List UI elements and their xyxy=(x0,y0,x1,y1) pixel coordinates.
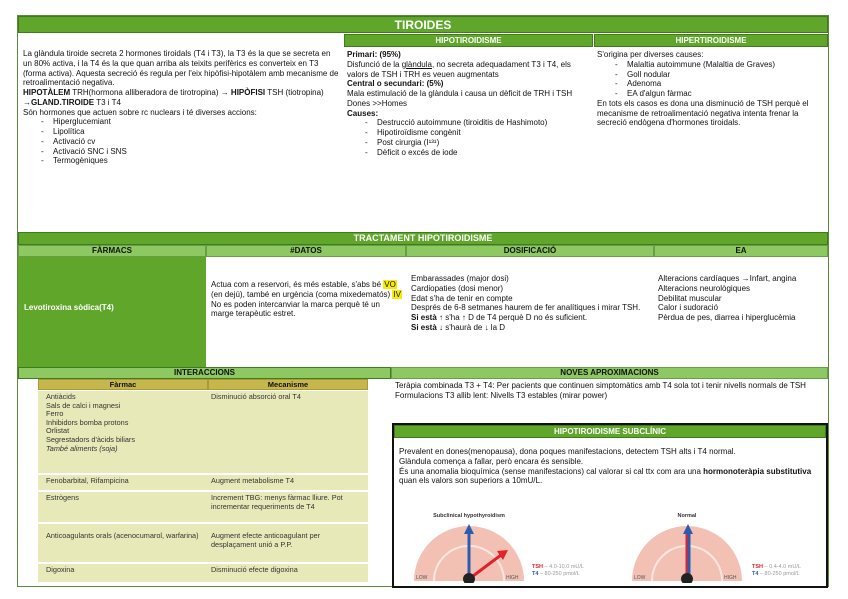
hipotalem-label: HIPOTÀLEM xyxy=(23,88,71,97)
int-drug: Ferro xyxy=(46,409,64,419)
noves-header: NOVES APROXIMACIONS xyxy=(391,367,828,379)
dos-line: Cardiopaties (dosi menor) xyxy=(411,283,504,293)
arrow-right-icon: → xyxy=(220,88,229,97)
ea-line: Alteracions cardíaques →Infart, angina xyxy=(658,274,797,283)
noves-line1: Teràpia combinada T3 + T4: Per pacients que continuen simptomàtics amb T4 sola tot i tenir nivells normals de TSH xyxy=(395,381,806,390)
intro-paragraph: La glàndula tiroide secreta 2 hormones tiroidals (T4 i T3), la T3 és la que se secreta en un 80% activa, i la T4 és la que quan arriba als teixits perifèrics es converteix en T3 (forma activa). Aquesta secreció és regula per l'eix hipòfisi-hipotàlem amb mecanisme de retroalimentació negativa. xyxy=(23,49,339,88)
hipotiroidisme-header: HIPOTIROIDISME xyxy=(344,34,593,47)
drug-name: Levotiroxina sòdica(T4) xyxy=(18,257,206,367)
dos-line: Edat s'ha de tenir en compte xyxy=(411,293,513,303)
dos-line: Embarassades (major dosi) xyxy=(411,274,509,283)
col-dosificacio: DOSIFICACIÓ xyxy=(406,245,654,257)
datos-c: No es poden intercanviar la marca perquè té un marge terapèutic estret. xyxy=(211,299,380,319)
arrow-right-icon: → xyxy=(23,97,31,107)
subclinic-p3-bold: hormonoteràpia substitutiva xyxy=(703,466,812,476)
interaccions-header: INTERACCIONS xyxy=(18,367,391,379)
list-item: - Dèficit o excés de iode xyxy=(365,148,590,158)
col-ea: EA xyxy=(654,245,828,257)
hipotalem-text: TRH(hormona alliberadora de tirotropina) xyxy=(70,88,221,97)
subclinic-p1: Prevalent en dones(menopausa), dona poques manifestacions, detectem TSH alts i T4 normal. xyxy=(399,447,736,456)
int-drug: Sals de calci i magnesi xyxy=(46,400,121,410)
noves-line2: Formulacions T3 allib lent: Nivells T3 estables (mirar power) xyxy=(395,390,608,400)
subclinic-p2: Glàndula comença a fallar, però encara és sensible. xyxy=(399,456,584,466)
hipertiroidisme-header: HIPERTIROIDISME xyxy=(594,34,828,47)
table-row xyxy=(38,391,368,473)
actions-intro: Són hormones que actuen sobre rc nuclears i té diverses accions: xyxy=(23,107,257,117)
dos-line: Després de 6-8 setmanes haurem de fer analítiques i mirar TSH. xyxy=(411,303,641,313)
list-item: - Hipotiroïdisme congènit xyxy=(365,128,590,138)
hipotiroidisme-content xyxy=(344,48,593,232)
actions-list xyxy=(23,117,339,166)
drug-dosificacio xyxy=(408,272,654,367)
tractament-header: TRACTAMENT HIPOTIROIDISME xyxy=(18,232,828,245)
intro-text xyxy=(20,47,342,232)
gauge-legend xyxy=(532,564,617,578)
int-drug: Fenobarbital, Rifampicina xyxy=(46,476,129,485)
datos-b: (en dejú), també en urgència (coma mixedematós) xyxy=(211,289,393,299)
primari-text-b: , no secreta adequadament T3 i T4, els valors de TSH i TRH es veuen augmentats xyxy=(347,59,571,79)
causes-label: Causes: xyxy=(347,108,379,118)
subclinic-p3 xyxy=(399,467,821,487)
int-drugs xyxy=(38,391,208,455)
drug-datos xyxy=(208,278,406,358)
int-drug: Anticoagulants orals (acenocumarol, warfarina) xyxy=(46,531,199,540)
datos-vo-highlight: VO xyxy=(384,280,396,289)
legend-t4 xyxy=(752,571,826,578)
table-row xyxy=(38,492,368,522)
gauge-dial xyxy=(409,521,529,583)
cheat-sheet xyxy=(17,15,829,587)
subclinic-text xyxy=(396,445,824,497)
interaccions-table xyxy=(38,379,368,587)
dos-si1-text: s'ha ↑ D de T4 perquè D no és suficient. xyxy=(443,313,588,322)
central-text: Mala estimulació de la glàndula i causa un dèficit de TRH i TSH xyxy=(347,89,573,98)
list-item: - EA d'algun fàrmac xyxy=(615,89,825,99)
int-mech: Augment efecte anticoagulant per desplaçament unió a P.P. xyxy=(211,531,321,549)
gauge-subclinical xyxy=(414,513,614,585)
dos-si1-label: Si està ↑ xyxy=(411,313,444,322)
noves-content xyxy=(392,379,828,419)
gauge-high: HIGH xyxy=(506,575,519,581)
ea-line: Pèrdua de pes, diarrea i hiperglucèmia xyxy=(658,313,796,322)
causes-list xyxy=(347,118,590,157)
legend-t4-value: – 80-250 pmol/L xyxy=(758,571,800,578)
col-farmacs: FÀRMACS xyxy=(18,245,206,257)
subclinic-p3-c: quan els valors son superiors a 10mU/L. xyxy=(399,476,543,486)
list-item: - Termogèniques xyxy=(41,156,339,166)
int-drug: Antiàcids xyxy=(46,392,76,401)
gauge-title: Normal xyxy=(677,513,697,519)
list-item: - Hiperglucemiant xyxy=(41,117,339,127)
legend-tsh xyxy=(532,564,617,571)
legend-tsh-value: – 4.0-10.0 mU/L xyxy=(543,564,584,570)
int-mech: Augment metabolisme T4 xyxy=(211,476,295,485)
int-mech: Disminució efecte digoxina xyxy=(211,565,298,574)
primari-label: Primari: (95%) xyxy=(347,50,401,59)
int-drug: Digoxina xyxy=(46,565,75,574)
hipofisi-label: HIPÒFISI xyxy=(228,88,266,97)
list-item: - Activació cv xyxy=(41,137,339,147)
list-item: - Destrucció autoimmune (tiroiditis de Hashimoto) xyxy=(365,118,590,128)
legend-tsh-value: – 0.4-4.0 mU/L xyxy=(763,564,801,570)
subclinic-p3-a: És una anomalia bioquímica (sense manifestacions) cal valorar si cal ttx com ara una xyxy=(399,466,704,476)
int-drug: Orlistat xyxy=(46,426,70,436)
central-label: Central o secundari: (5%) xyxy=(347,79,444,89)
int-col-mecanisme: Mecanisme xyxy=(208,379,368,390)
legend-t4-value: – 80-250 pmol/L xyxy=(538,571,580,578)
ea-line: Debilitat muscular xyxy=(658,293,722,303)
ea-line: Alteracions neurològiques xyxy=(658,283,751,293)
subclinic-box xyxy=(392,423,828,588)
subclinic-header: HIPOTIROIDISME SUBCLÍNIC xyxy=(394,425,826,438)
hiper-causes-list xyxy=(597,60,825,99)
datos-a: Actua com a reservori, és més estable, s'abs bé xyxy=(211,280,384,289)
drug-ea xyxy=(655,272,828,367)
gland-label: GLAND.TIROIDE xyxy=(31,97,95,107)
col-datos: #DATOS xyxy=(206,245,406,257)
gauge-legend xyxy=(752,564,826,578)
table-row xyxy=(38,564,368,582)
gauge-low: LOW xyxy=(634,575,646,581)
primari-text-a: Disfunció de la xyxy=(347,59,402,69)
table-row xyxy=(38,475,368,490)
hiper-intro: S'origina per diverses causes: xyxy=(597,50,704,59)
gauge-dial xyxy=(627,521,747,583)
hiper-text: En tots els casos es dona una disminució de TSH perquè el mecanisme de retroalimentació negativa intenta frenar la secreció endògena d'hormones tiroidals. xyxy=(597,98,809,128)
int-drug: Segrestadors d'àcids biliars xyxy=(46,435,135,445)
legend-t4 xyxy=(532,571,617,578)
page-title: TIROIDES xyxy=(18,16,828,33)
legend-t4-label: T4 xyxy=(532,571,539,578)
list-item: - Lipolítica xyxy=(41,127,339,137)
dones-text: Dones >>Homes xyxy=(347,98,408,108)
dos-si1 xyxy=(411,313,651,323)
int-col-farmac: Fàrmac xyxy=(38,379,208,390)
int-drug: Inhibidors bomba protons xyxy=(46,417,129,427)
gland-text: T3 i T4 xyxy=(94,97,121,107)
int-drug-note: També aliments (soja) xyxy=(46,443,118,453)
axis-line xyxy=(23,88,339,108)
list-item: - Goll nodular xyxy=(615,70,825,80)
datos-text xyxy=(211,280,403,300)
dos-si2-label: Si està ↓ xyxy=(411,322,444,332)
gauge-high: HIGH xyxy=(724,575,737,581)
legend-tsh-label: TSH xyxy=(532,564,543,570)
hipertiroidisme-content xyxy=(594,48,828,232)
legend-tsh xyxy=(752,564,826,571)
ea-line: Calor i sudoració xyxy=(658,303,719,313)
legend-tsh-label: TSH xyxy=(752,564,763,570)
datos-iv-highlight: IV xyxy=(393,289,401,299)
int-mech: Increment TBG: menys fàrmac lliure. Pot incrementar requeriments de T4 xyxy=(211,493,343,511)
list-item: - Adenoma xyxy=(615,79,825,89)
gauge-normal xyxy=(632,513,828,585)
int-drug: Estrògens xyxy=(46,493,79,502)
table-row xyxy=(38,524,368,562)
dos-si2-text: s'haurà de ↓ la D xyxy=(443,322,506,332)
int-mech: Disminució absorció oral T4 xyxy=(211,392,301,401)
gauge-title: Subclinical hypothyroidism xyxy=(433,513,505,519)
list-item: - Activació SNC i SNS xyxy=(41,147,339,157)
dos-si2 xyxy=(411,323,651,333)
gauge-low: LOW xyxy=(416,575,428,581)
list-item: - Malaltia autoimmune (Malaltia de Graves) xyxy=(615,60,825,70)
hipofisi-text: TSH (tiotropina) xyxy=(265,88,324,97)
primari-text xyxy=(347,60,590,80)
primari-text-underline: glàndula xyxy=(401,59,432,69)
list-item: - Post cirurgia (I¹³¹) xyxy=(365,138,590,148)
legend-t4-label: T4 xyxy=(752,571,759,578)
